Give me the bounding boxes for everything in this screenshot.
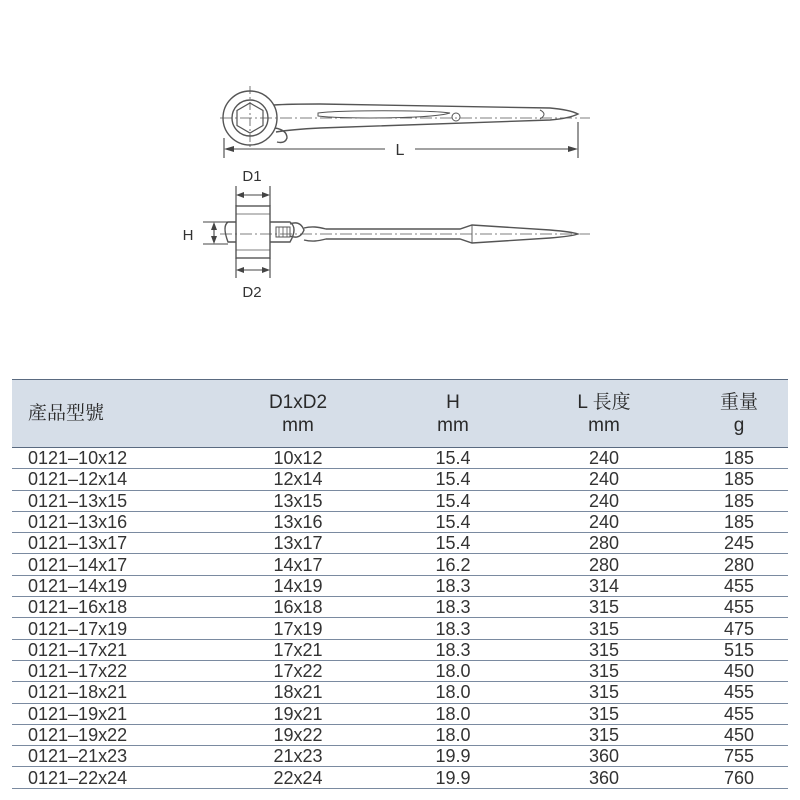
table-row [12, 554, 788, 575]
dim-D2-label: D2 [242, 284, 262, 301]
cell-length: 315 [518, 682, 690, 703]
cell-length: 360 [518, 767, 690, 788]
header-d1xd2-unit: mm [282, 414, 314, 436]
header-model [12, 380, 208, 448]
cell-weight: 450 [690, 724, 788, 745]
cell-model: 0121–18x21 [12, 682, 208, 703]
header-h-label: H [446, 391, 460, 413]
cell-d1xd2: 17x22 [208, 660, 388, 681]
cell-h: 18.0 [388, 682, 518, 703]
header-h-unit: mm [437, 414, 469, 436]
cell-h: 18.0 [388, 703, 518, 724]
spec-table [12, 379, 788, 789]
wrench-technical-drawing [0, 0, 800, 340]
cell-weight: 455 [690, 703, 788, 724]
table-row [12, 618, 788, 639]
cell-length: 315 [518, 597, 690, 618]
cell-d1xd2: 13x17 [208, 533, 388, 554]
cell-length: 315 [518, 618, 690, 639]
cell-length: 315 [518, 660, 690, 681]
dimension-H [203, 222, 228, 244]
cell-model: 0121–14x17 [12, 554, 208, 575]
table-row [12, 682, 788, 703]
table-row [12, 767, 788, 788]
table-row [12, 469, 788, 490]
cell-h: 15.4 [388, 448, 518, 469]
cell-h: 19.9 [388, 767, 518, 788]
cell-length: 240 [518, 490, 690, 511]
cell-h: 15.4 [388, 511, 518, 532]
cell-d1xd2: 10x12 [208, 448, 388, 469]
cell-length: 315 [518, 639, 690, 660]
cell-length: 280 [518, 554, 690, 575]
table-row [12, 490, 788, 511]
header-length-label: L 長度 [577, 391, 631, 413]
cell-d1xd2: 19x22 [208, 724, 388, 745]
table-header-row [12, 380, 788, 448]
dim-L-label: L [395, 142, 405, 159]
header-d1xd2-label: D1xD2 [268, 391, 328, 413]
cell-length: 280 [518, 533, 690, 554]
cell-model: 0121–12x14 [12, 469, 208, 490]
dim-D1-label: D1 [242, 168, 262, 185]
cell-length: 240 [518, 511, 690, 532]
cell-h: 18.0 [388, 660, 518, 681]
cell-d1xd2: 14x17 [208, 554, 388, 575]
cell-model: 0121–17x21 [12, 639, 208, 660]
header-model-label: 產品型號 [28, 403, 105, 424]
cell-length: 315 [518, 703, 690, 724]
cell-length: 360 [518, 746, 690, 767]
dimension-D1 [236, 186, 270, 206]
header-weight-unit: g [733, 414, 745, 436]
cell-h: 15.4 [388, 533, 518, 554]
cell-weight: 475 [690, 618, 788, 639]
header-weight [690, 380, 788, 448]
cell-weight: 515 [690, 639, 788, 660]
header-length-unit: mm [588, 414, 620, 436]
cell-d1xd2: 12x14 [208, 469, 388, 490]
cell-weight: 450 [690, 660, 788, 681]
header-weight-label: 重量 [719, 391, 758, 413]
table-row [12, 746, 788, 767]
table-row [12, 660, 788, 681]
cell-d1xd2: 18x21 [208, 682, 388, 703]
cell-h: 15.4 [388, 469, 518, 490]
cell-h: 18.3 [388, 618, 518, 639]
cell-d1xd2: 13x15 [208, 490, 388, 511]
cell-model: 0121–13x15 [12, 490, 208, 511]
cell-h: 18.0 [388, 724, 518, 745]
cell-d1xd2: 14x19 [208, 575, 388, 596]
table-row [12, 639, 788, 660]
cell-h: 19.9 [388, 746, 518, 767]
cell-length: 314 [518, 575, 690, 596]
cell-d1xd2: 21x23 [208, 746, 388, 767]
cell-weight: 245 [690, 533, 788, 554]
cell-h: 18.3 [388, 597, 518, 618]
cell-length: 315 [518, 724, 690, 745]
table-row [12, 575, 788, 596]
cell-length: 240 [518, 469, 690, 490]
cell-model: 0121–16x18 [12, 597, 208, 618]
cell-model: 0121–13x17 [12, 533, 208, 554]
cell-weight: 760 [690, 767, 788, 788]
cell-model: 0121–17x22 [12, 660, 208, 681]
cell-weight: 455 [690, 575, 788, 596]
table-row [12, 448, 788, 469]
cell-h: 16.2 [388, 554, 518, 575]
cell-model: 0121–14x19 [12, 575, 208, 596]
cell-weight: 185 [690, 490, 788, 511]
dim-H-label: H [182, 227, 194, 244]
table-row [12, 533, 788, 554]
cell-h: 18.3 [388, 639, 518, 660]
cell-weight: 455 [690, 682, 788, 703]
cell-weight: 185 [690, 448, 788, 469]
table-body [12, 448, 788, 789]
cell-model: 0121–10x12 [12, 448, 208, 469]
cell-d1xd2: 13x16 [208, 511, 388, 532]
cell-model: 0121–19x22 [12, 724, 208, 745]
header-h [388, 380, 518, 448]
cell-d1xd2: 19x21 [208, 703, 388, 724]
cell-model: 0121–13x16 [12, 511, 208, 532]
cell-weight: 185 [690, 469, 788, 490]
wrench-top-view [220, 86, 590, 150]
cell-weight: 185 [690, 511, 788, 532]
table-row [12, 511, 788, 532]
cell-d1xd2: 17x21 [208, 639, 388, 660]
cell-length: 240 [518, 448, 690, 469]
cell-model: 0121–19x21 [12, 703, 208, 724]
header-length [518, 380, 690, 448]
cell-h: 15.4 [388, 490, 518, 511]
cell-model: 0121–22x24 [12, 767, 208, 788]
wrench-side-view [220, 206, 590, 258]
cell-d1xd2: 22x24 [208, 767, 388, 788]
cell-d1xd2: 16x18 [208, 597, 388, 618]
cell-h: 18.3 [388, 575, 518, 596]
cell-weight: 455 [690, 597, 788, 618]
cell-weight: 755 [690, 746, 788, 767]
cell-model: 0121–21x23 [12, 746, 208, 767]
header-d1xd2 [208, 380, 388, 448]
table-row [12, 703, 788, 724]
cell-d1xd2: 17x19 [208, 618, 388, 639]
cell-model: 0121–17x19 [12, 618, 208, 639]
table-row [12, 597, 788, 618]
dimension-D2 [236, 258, 270, 278]
table-row [12, 724, 788, 745]
cell-weight: 280 [690, 554, 788, 575]
